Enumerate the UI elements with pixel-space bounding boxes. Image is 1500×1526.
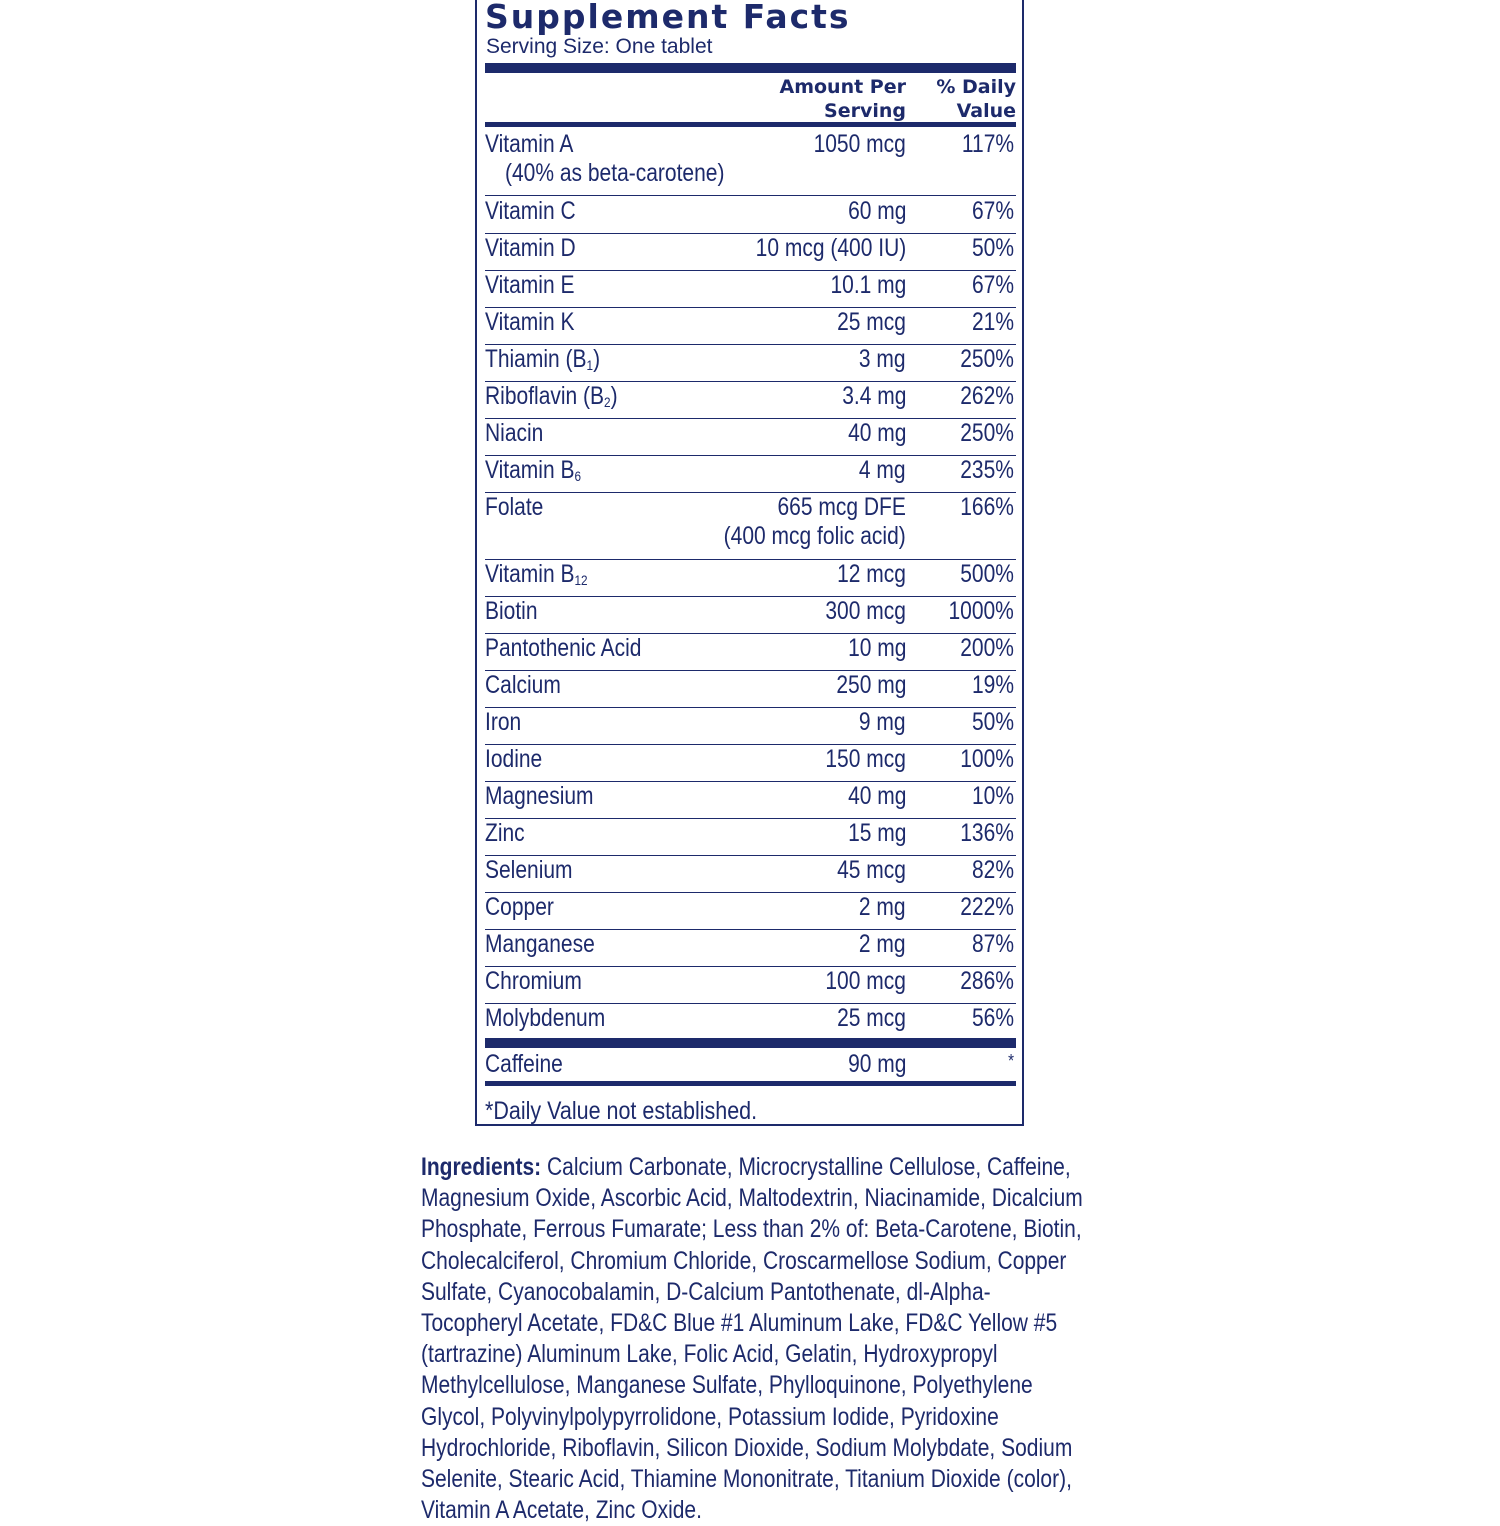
nutrient-daily-value: 19%	[971, 671, 1014, 699]
nutrient-name: Vitamin C	[485, 197, 576, 225]
table-row	[485, 929, 1016, 966]
serving-size: Serving Size: One tablet	[486, 35, 713, 58]
nutrient-daily-value: *	[1008, 1051, 1014, 1071]
table-row	[485, 966, 1016, 1003]
nutrient-amount: 40 mg	[847, 419, 906, 447]
nutrient-amount: 10.1 mg	[830, 271, 906, 299]
nutrient-daily-value: 222%	[960, 893, 1014, 921]
nutrient-name: Vitamin D	[485, 234, 576, 262]
nutrient-amount: 60 mg	[847, 197, 906, 225]
nutrient-amount: 40 mg	[847, 782, 906, 810]
ingredients-text: Calcium Carbonate, Microcrystalline Cellulose, Caffeine, Magnesium Oxide, Ascorbic Acid, Maltodextrin, Niacinamide, Dicalcium Phosphate, Ferrous Fumarate; Less than 2% of: Beta-Carotene, Biotin, Cholecalciferol, Chromium Chloride, Croscarmellose Sodium, Copper Sulfate, Cyanocobalamin, D-Calcium Pantothenate, dl-Alpha-Tocopheryl Acetate, FD&C Blue #1 Aluminum Lake, FD&C Yellow #5 (tartrazine) Aluminum Lake, Folic Acid, Gelatin, Hydroxypropyl Methylcellulose, Manganese Sulfate, Phylloquinone, Polyethylene Glycol, Polyvinylpolypyrrolidone, Potassium Iodide, Pyridoxine Hydrochloride, Riboflavin, Silicon Dioxide, Sodium Molybdate, Sodium Selenite, Stearic Acid, Thiamine Mononitrate, Titanium Dioxide (color), Vitamin A Acetate, Zinc Oxide.	[421, 1153, 1083, 1525]
nutrient-amount: 10 mg	[847, 634, 906, 662]
nutrient-name: Manganese	[485, 930, 595, 958]
table-row	[485, 307, 1016, 344]
nutrient-name: Riboflavin $(B_2)$	[485, 382, 618, 410]
nutrient-daily-value: 200%	[960, 634, 1014, 662]
table-row	[485, 1003, 1016, 1038]
nutrient-name: Copper	[485, 893, 554, 921]
nutrient-daily-value: 250%	[960, 419, 1014, 447]
nutrient-amount: 10 mcg (400 IU)	[755, 234, 906, 262]
table-row-caffeine	[485, 1049, 1016, 1079]
nutrient-amount: 100 mcg	[825, 967, 906, 995]
table-row	[485, 707, 1016, 744]
nutrient-name: Thiamin $(B_1)$	[485, 345, 601, 373]
nutrient-name: Iron	[485, 708, 522, 736]
nutrient-name: Molybdenum	[485, 1004, 606, 1032]
nutrient-amount: 300 mcg	[825, 597, 906, 625]
table-row	[485, 270, 1016, 307]
nutrient-amount: 2 mg	[859, 930, 906, 958]
nutrient-daily-value: 500%	[960, 560, 1014, 588]
nutrient-daily-value: 10%	[971, 782, 1014, 810]
nutrient-amount: 3 mg	[859, 345, 906, 373]
table-row	[485, 818, 1016, 855]
nutrient-name: Vitamin E	[485, 271, 575, 299]
table-row	[485, 418, 1016, 455]
nutrient-daily-value: 262%	[960, 382, 1014, 410]
nutrient-daily-value: 136%	[960, 819, 1014, 847]
nutrient-amount: 15 mg	[847, 819, 906, 847]
nutrient-name: Iodine	[485, 745, 543, 773]
nutrient-amount: 250 mg	[835, 671, 906, 699]
nutrient-daily-value: 286%	[960, 967, 1014, 995]
table-row	[485, 129, 1016, 195]
medium-divider-bottom	[485, 1081, 1016, 1086]
nutrient-amount: 90 mg	[847, 1050, 906, 1078]
table-row	[485, 492, 1016, 559]
nutrient-daily-value: 50%	[971, 708, 1014, 736]
nutrient-amount-detail: (400 mcg folic acid)	[723, 522, 906, 550]
nutrient-name: Folate	[485, 493, 544, 521]
table-row	[485, 559, 1016, 596]
nutrient-daily-value: 50%	[971, 234, 1014, 262]
nutrient-amount: 1050 mcg	[813, 130, 906, 158]
nutrient-name: Vitamin K	[485, 308, 575, 336]
column-header-daily-value: % Daily Value	[936, 76, 1016, 122]
nutrient-name: Niacin	[485, 419, 544, 447]
nutrient-daily-value: 21%	[971, 308, 1014, 336]
nutrient-amount: 3.4 mg	[841, 382, 906, 410]
table-row	[485, 633, 1016, 670]
nutrient-daily-value: 67%	[971, 271, 1014, 299]
nutrient-name: Chromium	[485, 967, 582, 995]
nutrient-amount: 45 mcg	[837, 856, 906, 884]
nutrient-name: Pantothenic Acid	[485, 634, 642, 662]
nutrient-name: Vitamin $B_6$	[485, 456, 582, 484]
ingredients-label: Ingredients:	[421, 1153, 542, 1181]
nutrient-name: Calcium	[485, 671, 561, 699]
nutrient-name: Vitamin A	[485, 130, 574, 158]
table-row	[485, 233, 1016, 270]
table-row	[485, 381, 1016, 418]
nutrient-daily-value: 117%	[961, 130, 1014, 158]
nutrient-daily-value: 235%	[960, 456, 1014, 484]
table-row	[485, 892, 1016, 929]
nutrient-amount: 9 mg	[859, 708, 906, 736]
nutrient-amount: 12 mcg	[837, 560, 906, 588]
nutrient-daily-value: 56%	[971, 1004, 1014, 1032]
nutrient-amount: 665 mcg DFE	[777, 493, 906, 521]
thick-divider-bottom	[485, 1038, 1016, 1048]
table-row	[485, 196, 1016, 233]
thick-divider-top	[485, 63, 1016, 73]
table-row	[485, 744, 1016, 781]
nutrient-daily-value: 82%	[971, 856, 1014, 884]
nutrient-name-detail: (40% as beta-carotene)	[505, 159, 725, 187]
nutrient-daily-value: 100%	[960, 745, 1014, 773]
nutrient-amount: 150 mcg	[825, 745, 906, 773]
nutrient-daily-value: 67%	[971, 197, 1014, 225]
nutrient-name: Vitamin $B_{12}$	[485, 560, 588, 588]
table-row	[485, 781, 1016, 818]
ingredients-statement	[421, 1152, 1085, 1526]
footnote: *Daily Value not established.	[485, 1097, 758, 1125]
nutrient-name: Zinc	[485, 819, 525, 847]
panel-title: Supplement Facts	[485, 0, 851, 36]
nutrient-amount: 25 mcg	[837, 1004, 906, 1032]
medium-divider	[485, 122, 1016, 127]
nutrient-name: Biotin	[485, 597, 538, 625]
table-row	[485, 670, 1016, 707]
column-header-amount: Amount Per Serving	[779, 76, 906, 122]
nutrient-name: Caffeine	[485, 1050, 563, 1078]
table-row	[485, 596, 1016, 633]
nutrient-amount: 25 mcg	[837, 308, 906, 336]
table-row	[485, 344, 1016, 381]
nutrient-amount: 2 mg	[859, 893, 906, 921]
table-row	[485, 455, 1016, 492]
nutrient-daily-value: 87%	[971, 930, 1014, 958]
nutrient-amount: 4 mg	[859, 456, 906, 484]
nutrient-name: Selenium	[485, 856, 573, 884]
nutrient-daily-value: 250%	[960, 345, 1014, 373]
table-row	[485, 855, 1016, 892]
nutrient-daily-value: 166%	[960, 493, 1014, 521]
supplement-facts-panel	[475, 0, 1024, 1126]
nutrient-daily-value: 1000%	[948, 597, 1014, 625]
nutrient-name: Magnesium	[485, 782, 594, 810]
